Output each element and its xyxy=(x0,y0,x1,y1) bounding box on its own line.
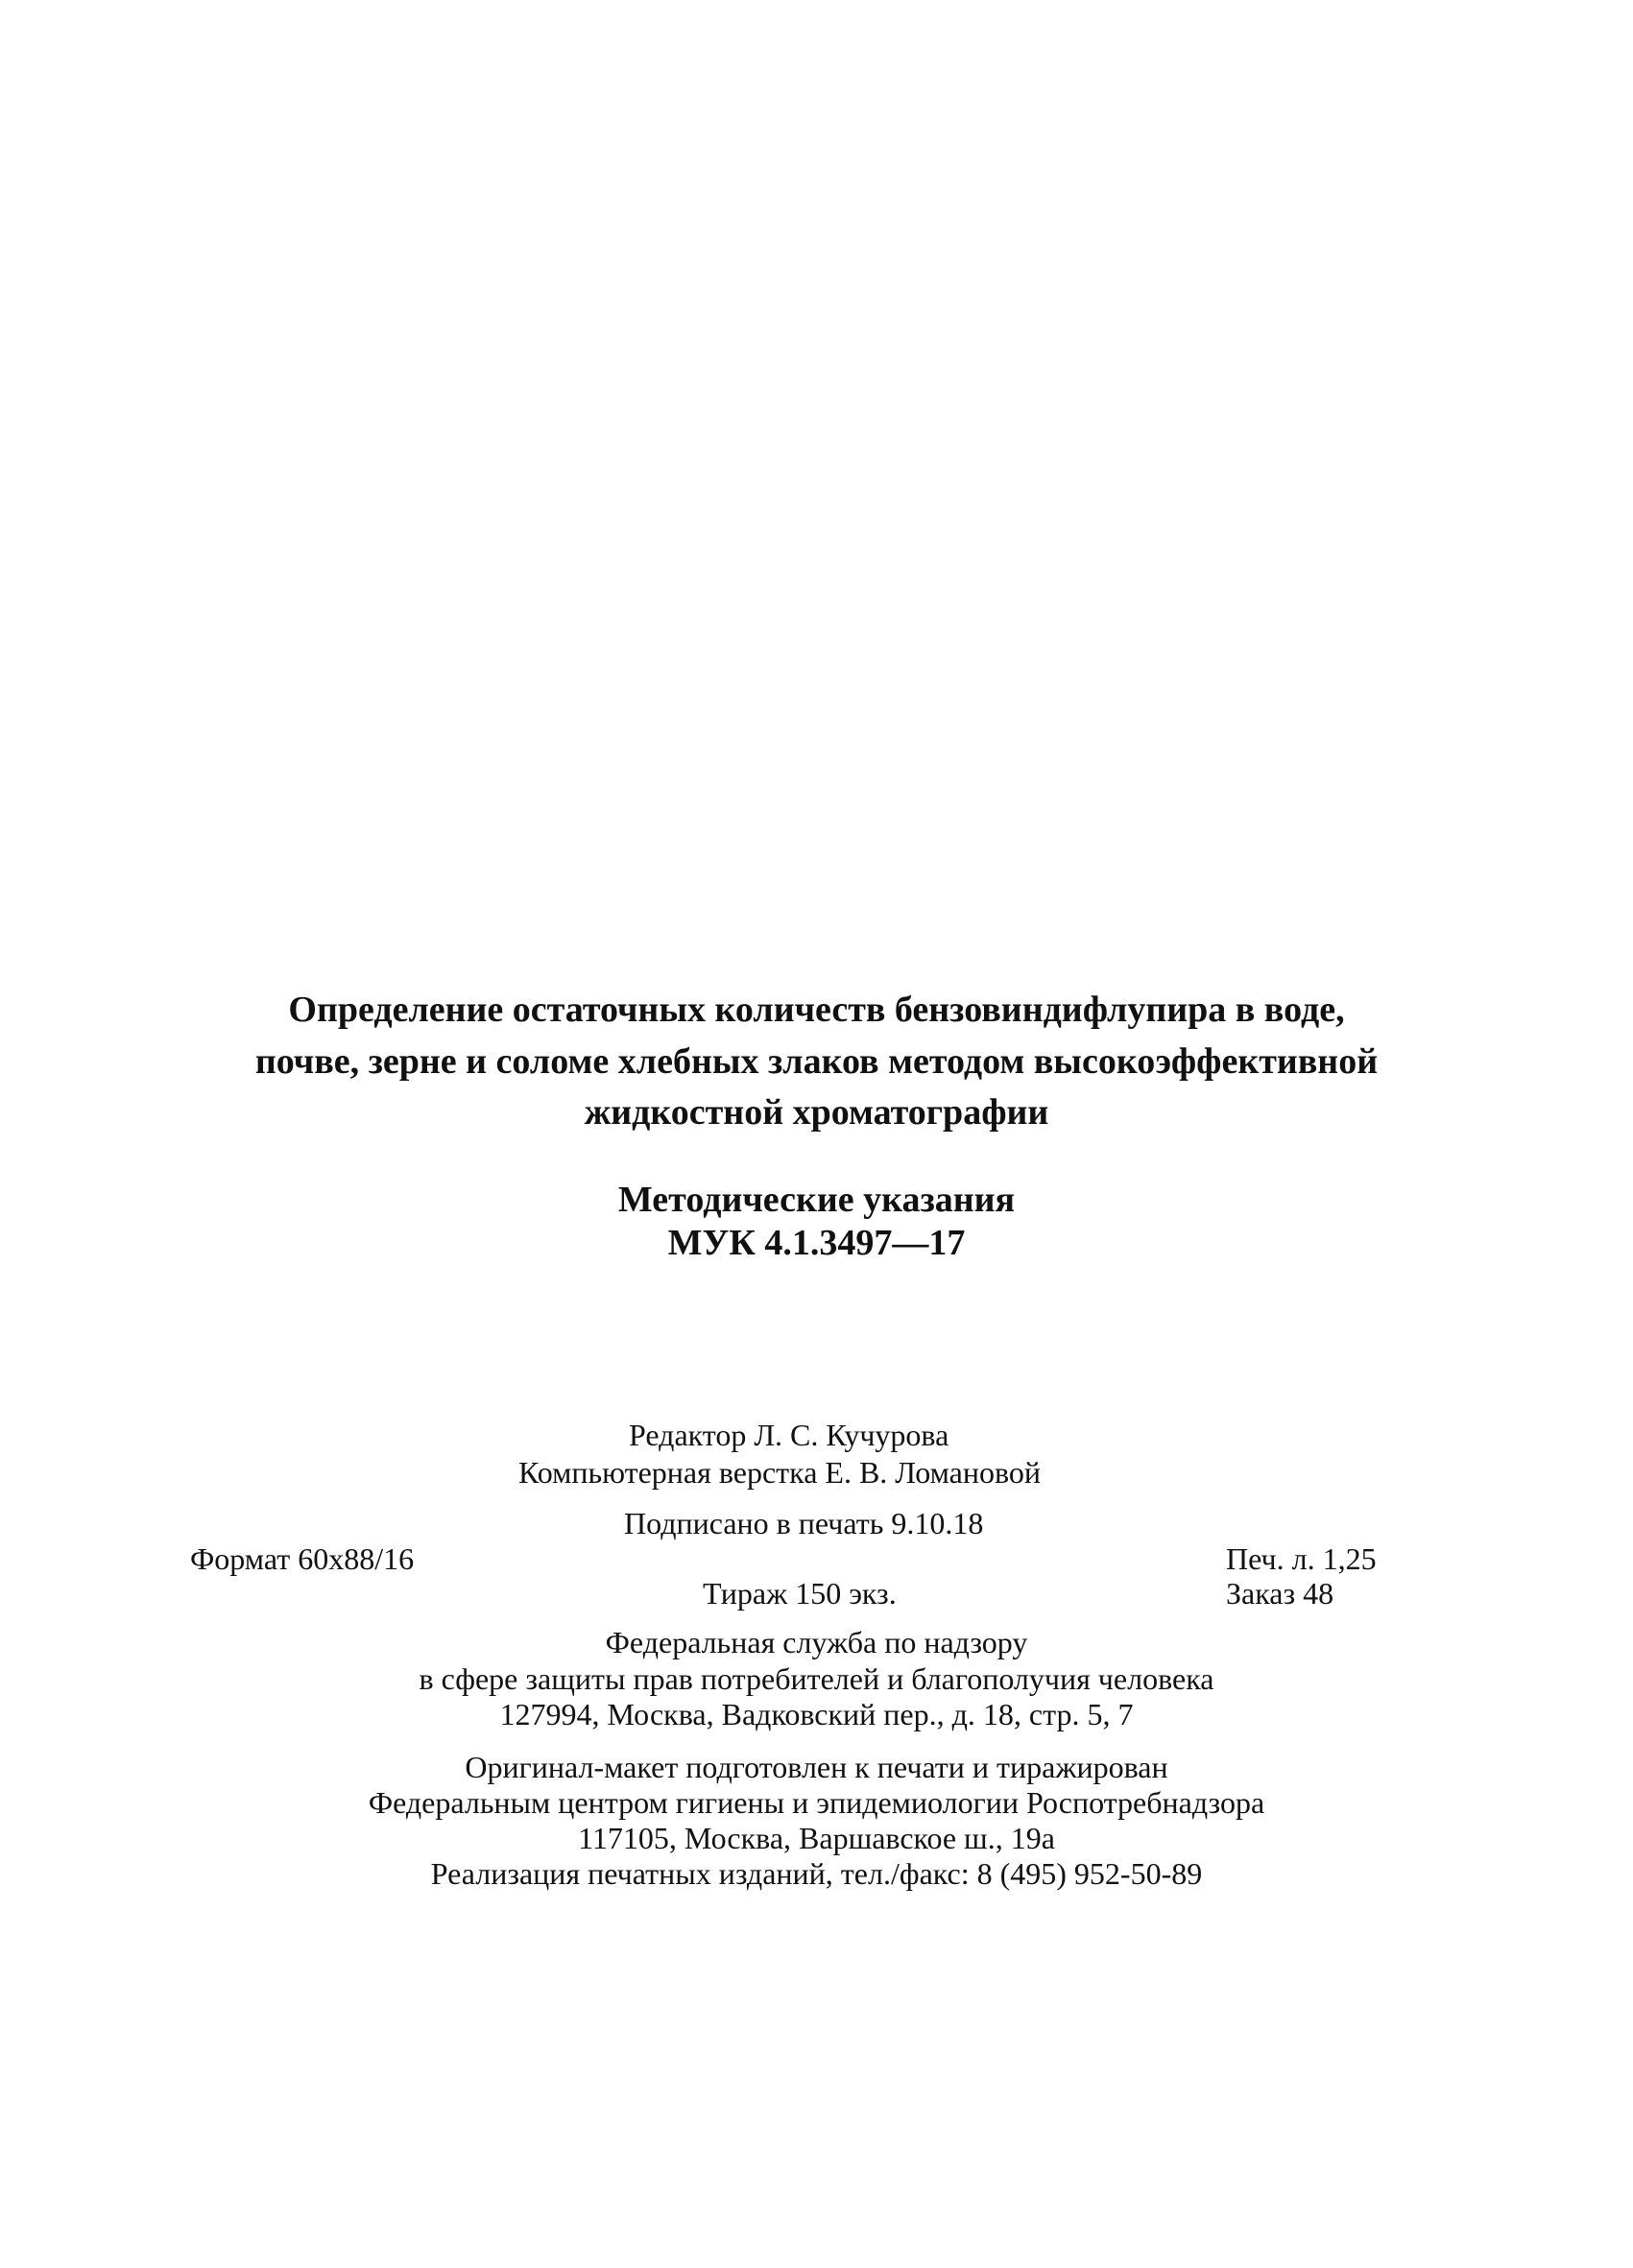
title-line-2: почве, зерне и соломе хлебных злаков методом высокоэффективной xyxy=(254,1041,1379,1082)
publisher-line-1: Федеральная служба по надзору xyxy=(605,1625,1028,1659)
print-run-line: Тираж 150 экз. xyxy=(703,1576,897,1611)
layout-line: Компьютерная верстка Е. В. Ломановой xyxy=(518,1455,1041,1490)
sales-contact: Реализация печатных изданий, тел./факс: 8 (495) 952-50-89 xyxy=(430,1856,1203,1891)
publisher-line-2: в сфере защиты прав потребителей и благополучия человека xyxy=(419,1661,1214,1696)
printer-line-2: Федеральным центром гигиены и эпидемиологии Роспотребнадзора xyxy=(368,1785,1265,1820)
document-kind: Методические указания xyxy=(617,1180,1016,1220)
document-code: МУК 4.1.3497—17 xyxy=(667,1223,966,1263)
printer-line-1: Оригинал-макет подготовлен к печати и тиражирован xyxy=(465,1750,1168,1784)
publisher-address: 127994, Москва, Вадковский пер., д. 18, стр. 5, 7 xyxy=(499,1697,1134,1731)
sheets-line: Печ. л. 1,25 xyxy=(1226,1541,1377,1576)
editor-line: Редактор Л. С. Кучурова xyxy=(629,1418,949,1452)
signed-line: Подписано в печать 9.10.18 xyxy=(624,1506,984,1540)
title-line-1: Определение остаточных количеств бензовиндифлупира в воде, xyxy=(288,990,1345,1030)
format-line: Формат 60х88/16 xyxy=(190,1541,415,1576)
printer-address: 117105, Москва, Варшавское ш., 19а xyxy=(578,1821,1055,1855)
title-line-3: жидкостной хроматографии xyxy=(584,1092,1049,1133)
order-line: Заказ 48 xyxy=(1226,1576,1334,1611)
